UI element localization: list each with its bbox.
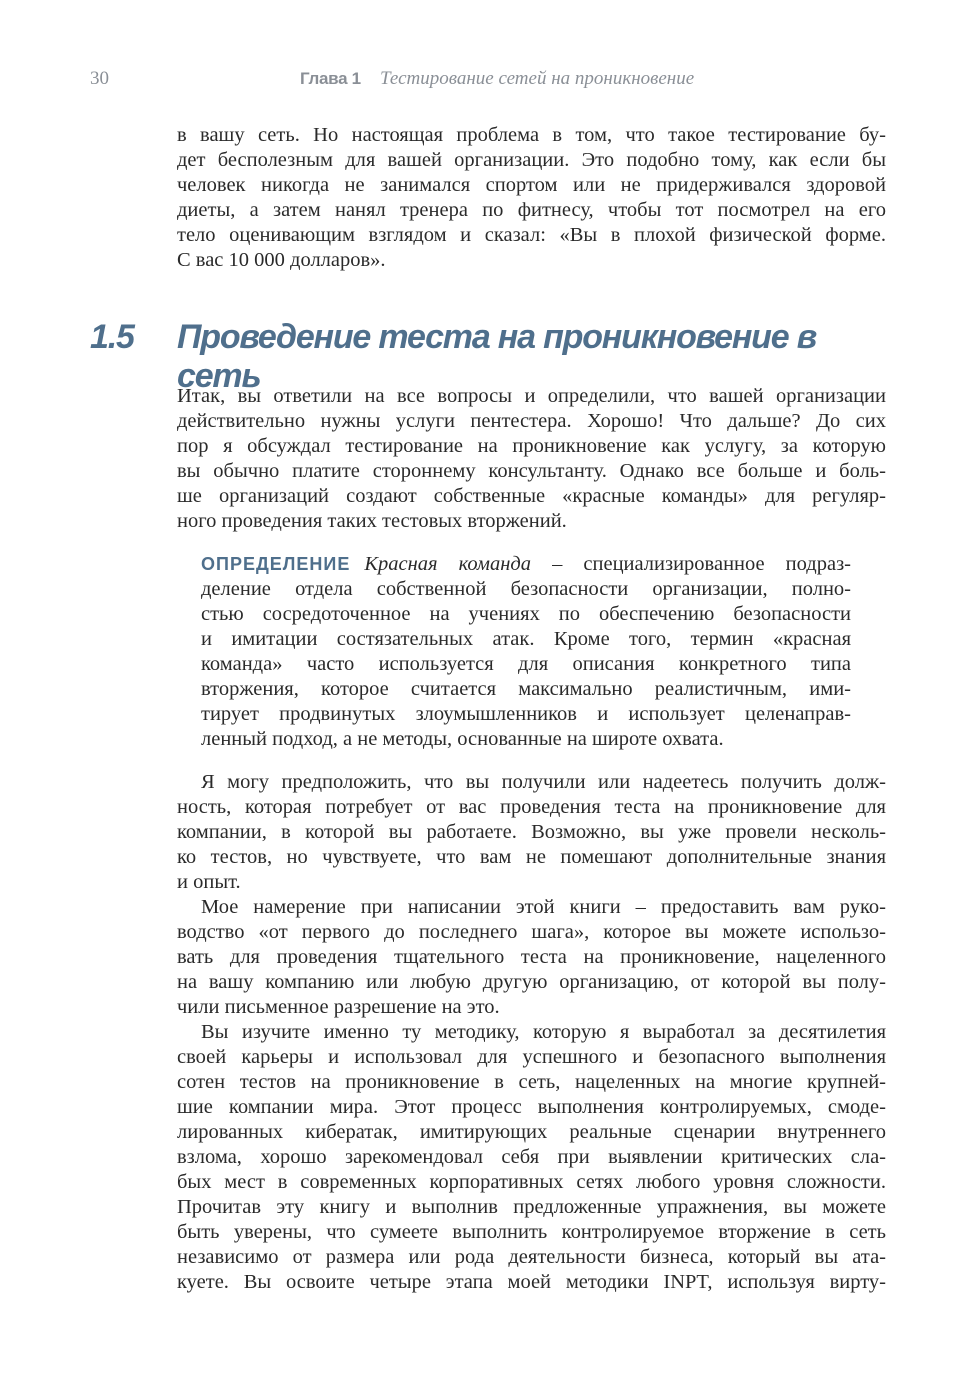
paragraph-2 xyxy=(177,384,886,534)
definition-term: Красная команда xyxy=(364,553,531,575)
definition-body xyxy=(201,577,851,752)
text-line: Вы изучите именно ту методику, которую я выработал за десятилетия xyxy=(201,1021,886,1043)
text-line: вать для проведения тщательного теста на проникновение, нацеленного xyxy=(177,946,886,968)
text-line: быть уверены, что сумеете выполнить контролируемое вторжение в сеть xyxy=(177,1221,886,1243)
text-line: своей карьеры и использовал для успешного и безопасного выполнения xyxy=(177,1046,886,1068)
text-line: ше организаций создают собственные «красные команды» для регуляр- xyxy=(177,485,886,507)
text-line: независимо от размера или рода деятельности бизнеса, который вы ата- xyxy=(177,1246,886,1268)
text-line: действительно нужны услуги пентестера. Хорошо! Что дальше? До сих xyxy=(177,410,886,432)
text-line: деление отдела собственной безопасности организации, полно- xyxy=(201,578,851,600)
text-line: диеты, а затем нанял тренера по фитнесу, чтобы тот посмотрел на его xyxy=(177,199,886,221)
text-line: чили письменное разрешение на это. xyxy=(177,996,500,1018)
text-line: вы обычно платите стороннему консультанту. Однако все больше и боль- xyxy=(177,460,886,482)
text-line: ко тестов, но чувствуете, что вам не помешают дополнительные знания xyxy=(177,846,886,868)
text-line: ность, которая потребует от вас проведения теста на проникновение для xyxy=(177,796,886,818)
text-line: тело оценивающим взглядом и сказал: «Вы в плохой физической форме. xyxy=(177,224,886,246)
text-line: взлома, хорошо зарекомендовал себя при выявлении критических сла- xyxy=(177,1146,886,1168)
section-number: 1.5 xyxy=(90,318,134,356)
paragraph-3 xyxy=(177,770,886,895)
text-line: человек никогда не занимался спортом или не придерживался здоровой xyxy=(177,174,886,196)
text-line: шие компании мира. Этот процесс выполнения контролируемых, смоде- xyxy=(177,1096,886,1118)
paragraph-1 xyxy=(177,123,886,273)
text-line: Мое намерение при написании этой книги – предоставить вам руко- xyxy=(201,896,886,918)
text-line: бых мест в современных корпоративных сетях любого уровня сложности. xyxy=(177,1171,886,1193)
text-line: тирует продвинутых злоумышленников и использует целенаправ- xyxy=(201,703,851,725)
section-title: Проведение теста на проникновение в сеть xyxy=(177,318,817,395)
chapter-label: Глава 1 xyxy=(300,69,361,88)
text-line: сотен тестов на проникновение в сеть, нацеленных на многие крупней- xyxy=(177,1071,886,1093)
text-line: вторжения, которое считается максимально реалистичным, ими- xyxy=(201,678,851,700)
chapter-title: Тестирование сетей на проникновение xyxy=(380,68,695,89)
text-line: куете. Вы освоите четыре этапа моей методики INPT, используя вирту- xyxy=(177,1271,886,1293)
page-number: 30 xyxy=(90,68,109,89)
definition-box xyxy=(201,552,851,752)
text-line: в вашу сеть. Но настоящая проблема в том, что такое тестирование бу- xyxy=(177,124,886,146)
text-line: стью сосредоточенное на учениях по обеспечению безопасности xyxy=(201,603,851,625)
text-line: компании, в которой вы работаете. Возможно, вы уже провели несколь- xyxy=(177,821,886,843)
text-line: и имитации состязательных атак. Кроме того, термин «красная xyxy=(201,628,851,650)
text-line: ленный подход, а не методы, основанные на широте охвата. xyxy=(201,728,724,750)
paragraph-4 xyxy=(177,895,886,1020)
text-line: лированных кибератак, имитирующих реальные сценарии внутреннего xyxy=(177,1121,886,1143)
definition-label: ОПРЕДЕЛЕНИЕ xyxy=(201,554,351,574)
text-line: на вашу компанию или любую другую организацию, от которой вы полу- xyxy=(177,971,886,993)
definition-text: – специализированное подраз- xyxy=(552,553,852,575)
text-line: ного проведения таких тестовых вторжений. xyxy=(177,510,567,532)
text-line: водство «от первого до последнего шага», которое вы можете использо- xyxy=(177,921,886,943)
paragraph-5 xyxy=(177,1020,886,1295)
definition-first-line xyxy=(201,552,851,577)
text-line: Я могу предположить, что вы получили или надеетесь получить долж- xyxy=(201,771,886,793)
text-line: и опыт. xyxy=(177,871,241,893)
text-line: команда» часто используется для описания конкретного типа xyxy=(201,653,851,675)
text-line: С вас 10 000 долларов». xyxy=(177,249,386,271)
running-header xyxy=(0,68,974,94)
text-line: Прочитав эту книгу и выполнив предложенные упражнения, вы можете xyxy=(177,1196,886,1218)
text-line: дет бесполезным для вашей организации. Это подобно тому, как если бы xyxy=(177,149,886,171)
text-line: Итак, вы ответили на все вопросы и определили, что вашей организации xyxy=(177,385,886,407)
text-line: пор я обсуждал тестирование на проникновение как услугу, за которую xyxy=(177,435,886,457)
